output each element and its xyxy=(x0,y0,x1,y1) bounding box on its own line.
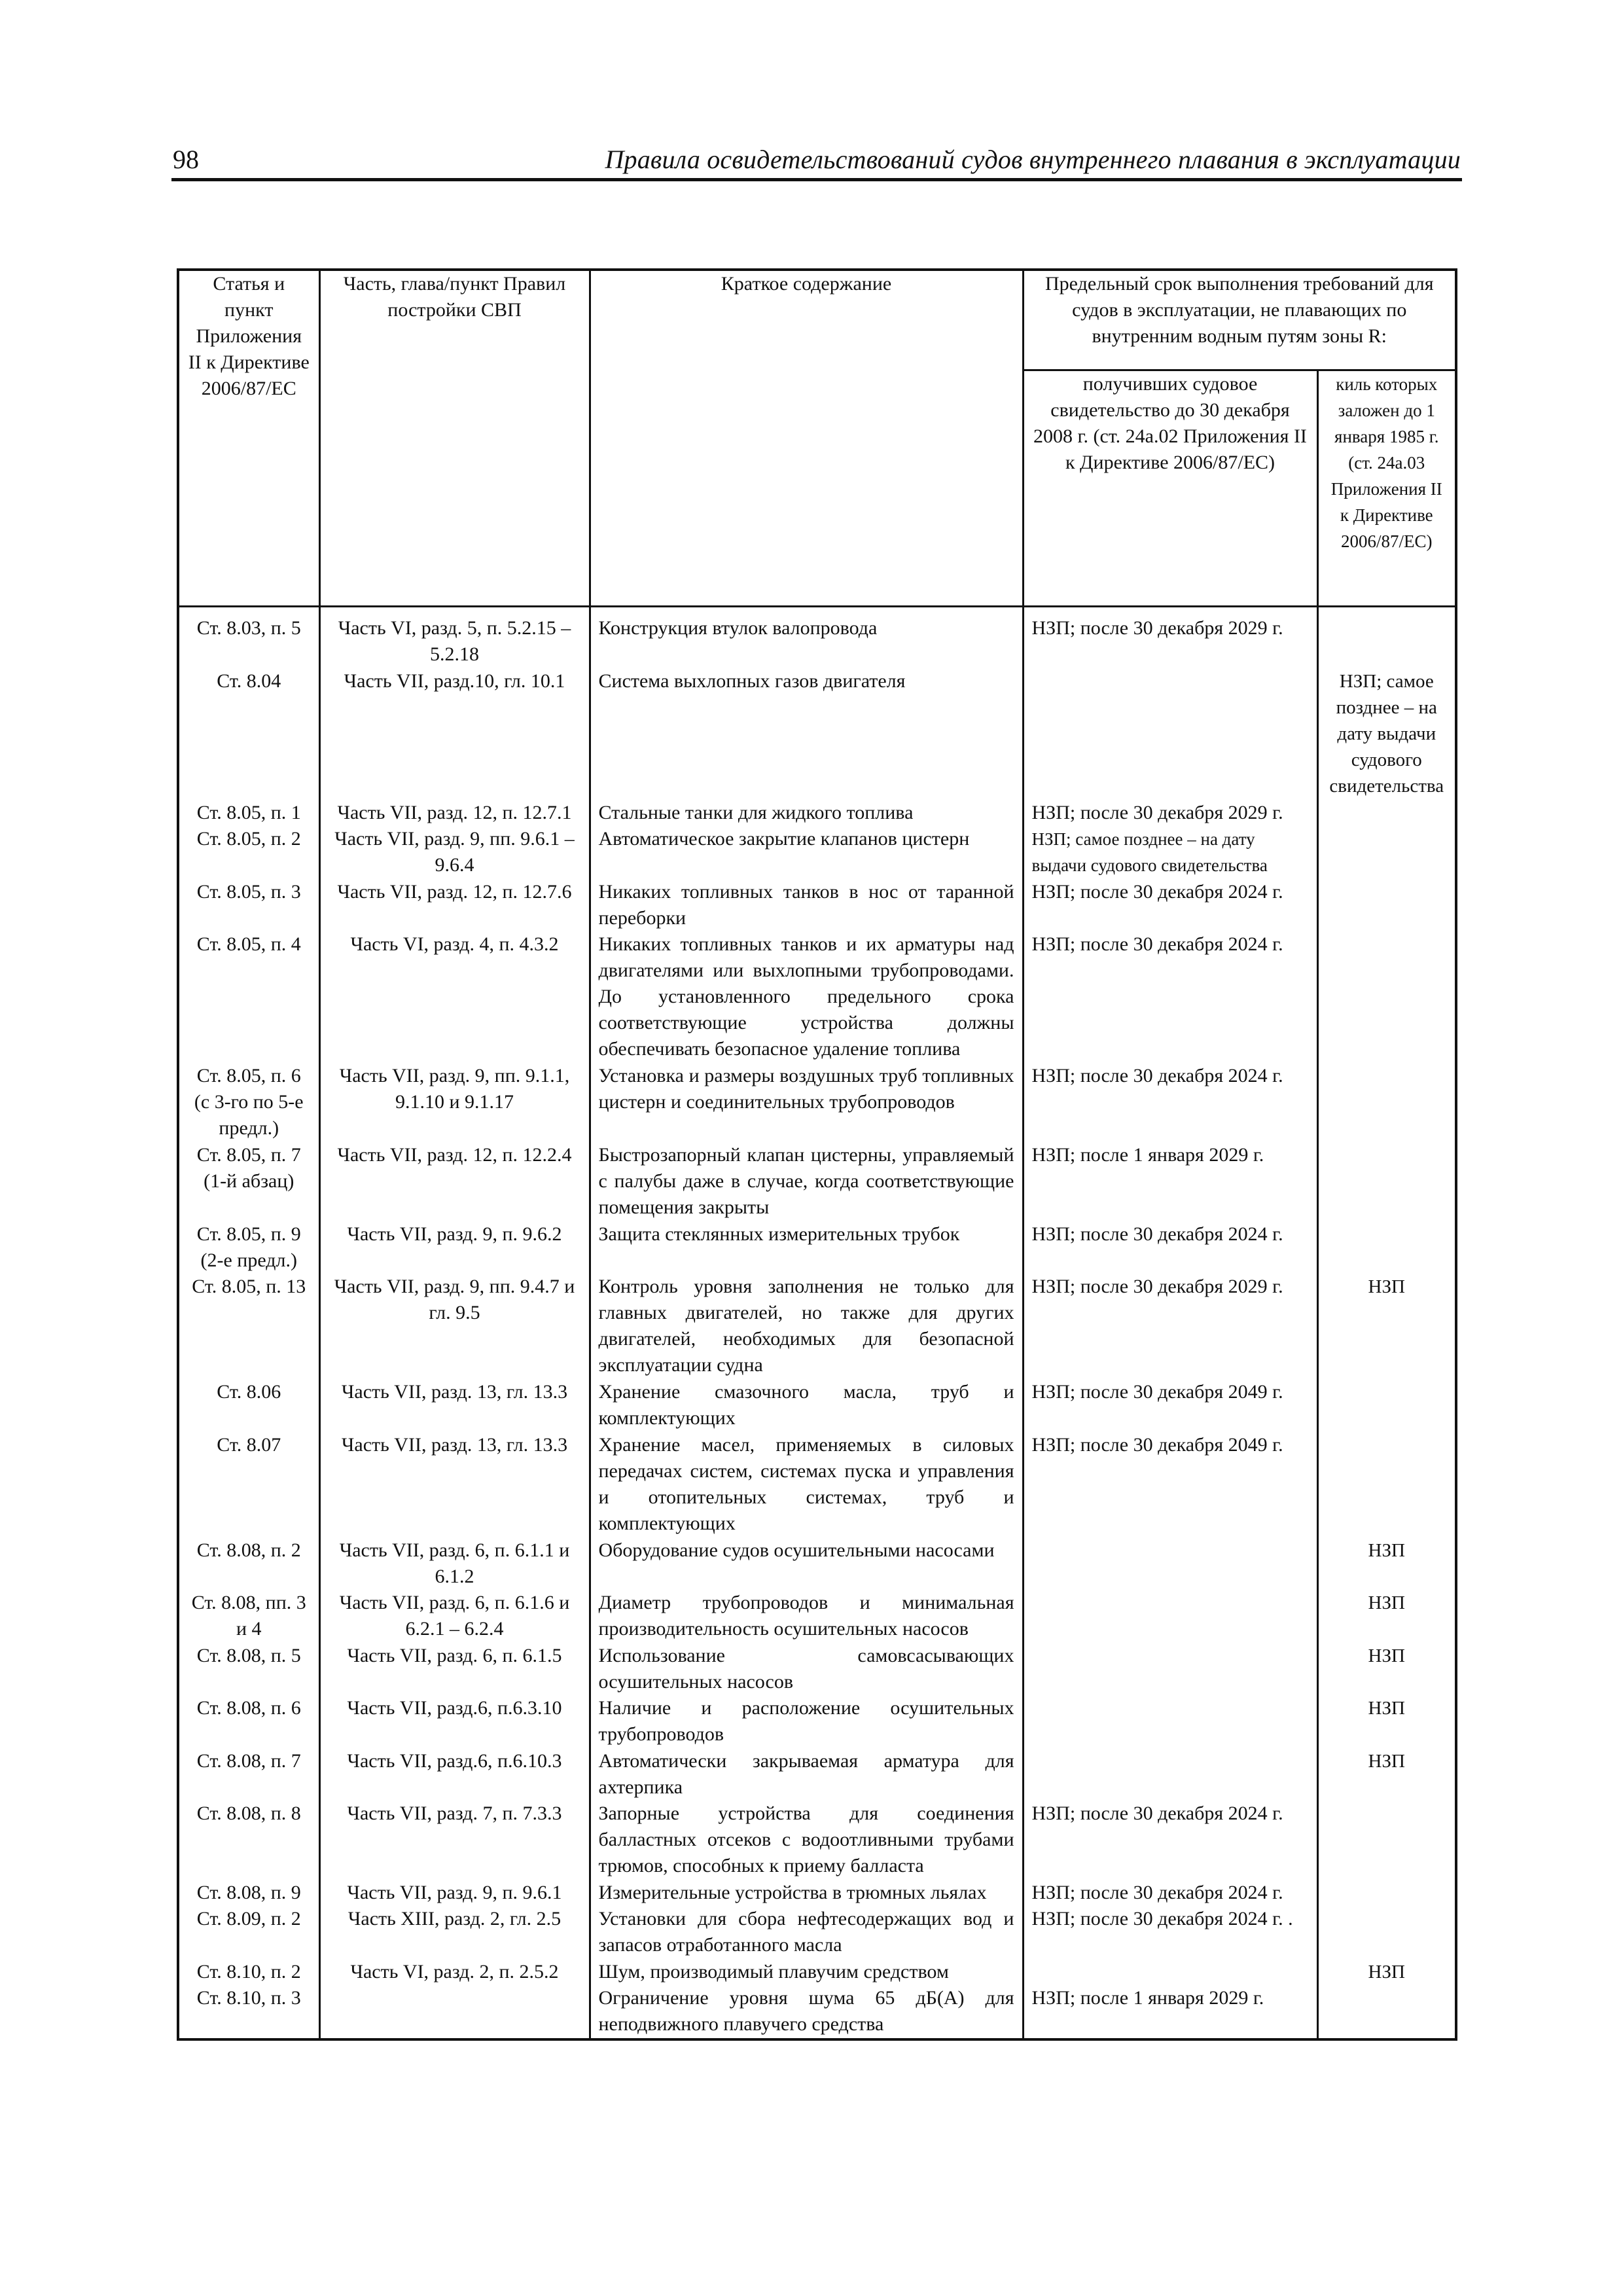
page-header xyxy=(171,144,1462,181)
row-deadline-keel xyxy=(1317,607,1456,668)
row-content: Стальные танки для жидкого топлива xyxy=(590,800,1023,826)
table-filler-row xyxy=(178,2038,1456,2039)
row-deadline-certified: НЗП; самое позднее – на дату выдачи судового свидетельства xyxy=(1023,826,1317,879)
row-article: Ст. 8.06 xyxy=(178,1379,319,1432)
table-row xyxy=(178,1748,1456,1801)
column-header-deadline: Предельный срок выполнения требований для судов в эксплуатации, не плавающих по внутренним водным путям зоны R: xyxy=(1023,270,1456,370)
row-article: Ст. 8.03, п. 5 xyxy=(178,607,319,668)
row-deadline-keel xyxy=(1317,879,1456,932)
table-row xyxy=(178,931,1456,1063)
row-deadline-certified xyxy=(1023,1748,1317,1801)
table-row xyxy=(178,1695,1456,1748)
row-deadline-keel xyxy=(1317,1880,1456,1906)
table-row xyxy=(178,1906,1456,1959)
row-article: Ст. 8.08, п. 2 xyxy=(178,1537,319,1590)
row-deadline-keel: НЗП xyxy=(1317,1590,1456,1643)
empty-cell xyxy=(1317,2038,1456,2039)
empty-cell xyxy=(319,2038,590,2039)
row-deadline-certified: НЗП; после 30 декабря 2024 г. . xyxy=(1023,1906,1317,1959)
empty-cell xyxy=(590,2038,1023,2039)
table-row xyxy=(178,800,1456,826)
row-part: Часть VII, разд. 9, пп. 9.1.1, 9.1.10 и 9.1.17 xyxy=(319,1063,590,1142)
table-row xyxy=(178,668,1456,800)
row-deadline-certified: НЗП; после 30 декабря 2024 г. xyxy=(1023,1221,1317,1274)
row-content: Оборудование судов осушительными насосами xyxy=(590,1537,1023,1590)
row-content: Хранение масел, применяемых в силовых передачах систем, системах пуска и управления и отопительных системах, труб и комплектующих xyxy=(590,1432,1023,1537)
row-article: Ст. 8.05, п. 6 (с 3-го по 5-е предл.) xyxy=(178,1063,319,1142)
row-deadline-certified: НЗП; после 30 декабря 2024 г. xyxy=(1023,1801,1317,1880)
row-deadline-keel xyxy=(1317,1063,1456,1142)
row-content: Автоматически закрываемая арматура для ахтерпика xyxy=(590,1748,1023,1801)
row-part: Часть VI, разд. 5, п. 5.2.15 – 5.2.18 xyxy=(319,607,590,668)
row-deadline-keel: НЗП xyxy=(1317,1959,1456,1985)
row-part: Часть VII, разд. 13, гл. 13.3 xyxy=(319,1379,590,1432)
table-row xyxy=(178,1643,1456,1696)
row-deadline-certified xyxy=(1023,1590,1317,1643)
row-content: Шум, производимый плавучим средством xyxy=(590,1959,1023,1985)
row-article: Ст. 8.10, п. 3 xyxy=(178,1985,319,2038)
row-content: Конструкция втулок валопровода xyxy=(590,607,1023,668)
row-deadline-keel: НЗП xyxy=(1317,1748,1456,1801)
row-part: Часть VII, разд. 9, пп. 9.4.7 и гл. 9.5 xyxy=(319,1274,590,1379)
row-content: Установки для сбора нефтесодержащих вод и запасов отработанного масла xyxy=(590,1906,1023,1959)
row-deadline-certified: НЗП; после 30 декабря 2029 г. xyxy=(1023,607,1317,668)
column-header-certified-before-2008: получивших судовое свидетельство до 30 декабря 2008 г. (ст. 24а.02 Приложения II к Директиве 2006/87/ЕС) xyxy=(1023,370,1317,607)
row-article: Ст. 8.09, п. 2 xyxy=(178,1906,319,1959)
row-article: Ст. 8.05, п. 13 xyxy=(178,1274,319,1379)
column-header-content: Краткое содержание xyxy=(590,270,1023,607)
row-content: Хранение смазочного масла, труб и комплектующих xyxy=(590,1379,1023,1432)
row-deadline-certified: НЗП; после 30 декабря 2024 г. xyxy=(1023,1880,1317,1906)
row-deadline-keel xyxy=(1317,1985,1456,2038)
row-content: Наличие и расположение осушительных трубопроводов xyxy=(590,1695,1023,1748)
table-row xyxy=(178,1590,1456,1643)
row-content: Никаких топливных танков в нос от таранной переборки xyxy=(590,879,1023,932)
row-content: Защита стеклянных измерительных трубок xyxy=(590,1221,1023,1274)
column-header-keel-before-1985: киль которых заложен до 1 января 1985 г. (ст. 24а.03 Приложения II к Директиве 2006/87/ЕС) xyxy=(1317,370,1456,607)
column-header-article: Статья и пункт Приложения II к Директиве 2006/87/ЕС xyxy=(178,270,319,607)
row-content: Диаметр трубопроводов и минимальная производительность осушительных насосов xyxy=(590,1590,1023,1643)
row-part: Часть VII, разд. 12, п. 12.7.6 xyxy=(319,879,590,932)
row-deadline-keel xyxy=(1317,800,1456,826)
table-row xyxy=(178,879,1456,932)
row-part: Часть VII, разд.6, п.6.3.10 xyxy=(319,1695,590,1748)
table-row xyxy=(178,1142,1456,1221)
requirements-table xyxy=(177,268,1457,2041)
table-row xyxy=(178,1537,1456,1590)
row-part: Часть VII, разд. 6, п. 6.1.5 xyxy=(319,1643,590,1696)
row-part: Часть VII, разд. 9, п. 9.6.1 xyxy=(319,1880,590,1906)
row-part: Часть VII, разд.10, гл. 10.1 xyxy=(319,668,590,800)
row-content: Использование самовсасывающих осушительных насосов xyxy=(590,1643,1023,1696)
row-article: Ст. 8.04 xyxy=(178,668,319,800)
row-deadline-certified: НЗП; после 30 декабря 2024 г. xyxy=(1023,1063,1317,1142)
table-row xyxy=(178,1221,1456,1274)
row-deadline-keel xyxy=(1317,1906,1456,1959)
running-title: Правила освидетельствований судов внутреннего плавания в эксплуатации xyxy=(605,145,1461,174)
row-content: Никаких топливных танков и их арматуры над двигателями или выхлопными трубопроводами. До установленного предельного срока соответствующие устройства должны обеспечивать безопасное удаление топлива xyxy=(590,931,1023,1063)
row-content: Установка и размеры воздушных труб топливных цистерн и соединительных трубопроводов xyxy=(590,1063,1023,1142)
row-part: Часть VII, разд. 9, пп. 9.6.1 – 9.6.4 xyxy=(319,826,590,879)
table-row xyxy=(178,1880,1456,1906)
table-row xyxy=(178,826,1456,879)
table-body xyxy=(178,607,1456,2040)
row-part: Часть VII, разд. 12, п. 12.2.4 xyxy=(319,1142,590,1221)
row-deadline-keel xyxy=(1317,1432,1456,1537)
row-deadline-certified: НЗП; после 30 декабря 2024 г. xyxy=(1023,879,1317,932)
row-deadline-certified: НЗП; после 1 января 2029 г. xyxy=(1023,1142,1317,1221)
table-row xyxy=(178,1985,1456,2038)
row-article: Ст. 8.05, п. 4 xyxy=(178,931,319,1063)
row-deadline-keel: НЗП xyxy=(1317,1643,1456,1696)
table-row xyxy=(178,1432,1456,1537)
table-row xyxy=(178,607,1456,668)
row-part xyxy=(319,1985,590,2038)
row-part: Часть VI, разд. 4, п. 4.3.2 xyxy=(319,931,590,1063)
row-deadline-keel: НЗП xyxy=(1317,1537,1456,1590)
row-part: Часть VII, разд. 12, п. 12.7.1 xyxy=(319,800,590,826)
row-deadline-keel xyxy=(1317,1379,1456,1432)
row-deadline-keel xyxy=(1317,931,1456,1063)
row-part: Часть VII, разд. 6, п. 6.1.1 и 6.1.2 xyxy=(319,1537,590,1590)
row-deadline-certified: НЗП; после 30 декабря 2029 г. xyxy=(1023,1274,1317,1379)
table-row xyxy=(178,1379,1456,1432)
row-content: Измерительные устройства в трюмных льялах xyxy=(590,1880,1023,1906)
row-deadline-certified xyxy=(1023,1643,1317,1696)
row-article: Ст. 8.07 xyxy=(178,1432,319,1537)
row-part: Часть VII, разд.6, п.6.10.3 xyxy=(319,1748,590,1801)
row-deadline-certified xyxy=(1023,1537,1317,1590)
column-header-part: Часть, глава/пункт Правил постройки СВП xyxy=(319,270,590,607)
row-deadline-keel xyxy=(1317,1801,1456,1880)
row-content: Автоматическое закрытие клапанов цистерн xyxy=(590,826,1023,879)
table-row xyxy=(178,1801,1456,1880)
row-deadline-keel xyxy=(1317,1221,1456,1274)
row-article: Ст. 8.08, п. 6 xyxy=(178,1695,319,1748)
row-part: Часть VII, разд. 9, п. 9.6.2 xyxy=(319,1221,590,1274)
row-content: Система выхлопных газов двигателя xyxy=(590,668,1023,800)
row-deadline-certified: НЗП; после 30 декабря 2049 г. xyxy=(1023,1379,1317,1432)
empty-cell xyxy=(1023,2038,1317,2039)
table-row xyxy=(178,1274,1456,1379)
row-deadline-keel xyxy=(1317,1142,1456,1221)
row-part: Часть VI, разд. 2, п. 2.5.2 xyxy=(319,1959,590,1985)
row-deadline-certified: НЗП; после 30 декабря 2029 г. xyxy=(1023,800,1317,826)
row-content: Контроль уровня заполнения не только для главных двигателей, но также для других двигателей, необходимых для безопасной эксплуатации судна xyxy=(590,1274,1023,1379)
row-deadline-keel: НЗП xyxy=(1317,1274,1456,1379)
row-deadline-certified: НЗП; после 30 декабря 2049 г. xyxy=(1023,1432,1317,1537)
empty-cell xyxy=(178,2038,319,2039)
row-part: Часть VII, разд. 13, гл. 13.3 xyxy=(319,1432,590,1537)
row-deadline-certified: НЗП; после 30 декабря 2024 г. xyxy=(1023,931,1317,1063)
row-article: Ст. 8.05, п. 7 (1-й абзац) xyxy=(178,1142,319,1221)
row-article: Ст. 8.10, п. 2 xyxy=(178,1959,319,1985)
row-deadline-certified xyxy=(1023,1695,1317,1748)
row-article: Ст. 8.08, п. 8 xyxy=(178,1801,319,1880)
table-row xyxy=(178,1063,1456,1142)
row-deadline-keel xyxy=(1317,826,1456,879)
row-part: Часть VII, разд. 7, п. 7.3.3 xyxy=(319,1801,590,1880)
row-deadline-keel: НЗП; самое позднее – на дату выдачи судового свидетельства xyxy=(1317,668,1456,800)
row-deadline-keel: НЗП xyxy=(1317,1695,1456,1748)
row-deadline-certified: НЗП; после 1 января 2029 г. xyxy=(1023,1985,1317,2038)
row-article: Ст. 8.05, п. 9 (2-е предл.) xyxy=(178,1221,319,1274)
row-article: Ст. 8.08, п. 9 xyxy=(178,1880,319,1906)
row-article: Ст. 8.05, п. 3 xyxy=(178,879,319,932)
row-content: Ограничение уровня шума 65 дБ(А) для неподвижного плавучего средства xyxy=(590,1985,1023,2038)
table-row xyxy=(178,1959,1456,1985)
page-number: 98 xyxy=(173,145,199,174)
row-part: Часть XIII, разд. 2, гл. 2.5 xyxy=(319,1906,590,1959)
row-deadline-certified xyxy=(1023,668,1317,800)
row-content: Быстрозапорный клапан цистерны, управляемый с палубы даже в случае, когда соответствующие помещения закрыты xyxy=(590,1142,1023,1221)
row-content: Запорные устройства для соединения балластных отсеков с водоотливными трубами трюмов, способных к приему балласта xyxy=(590,1801,1023,1880)
row-deadline-certified xyxy=(1023,1959,1317,1985)
row-article: Ст. 8.08, пп. 3 и 4 xyxy=(178,1590,319,1643)
row-part: Часть VII, разд. 6, п. 6.1.6 и 6.2.1 – 6.2.4 xyxy=(319,1590,590,1643)
row-article: Ст. 8.08, п. 5 xyxy=(178,1643,319,1696)
row-article: Ст. 8.05, п. 1 xyxy=(178,800,319,826)
row-article: Ст. 8.08, п. 7 xyxy=(178,1748,319,1801)
row-article: Ст. 8.05, п. 2 xyxy=(178,826,319,879)
